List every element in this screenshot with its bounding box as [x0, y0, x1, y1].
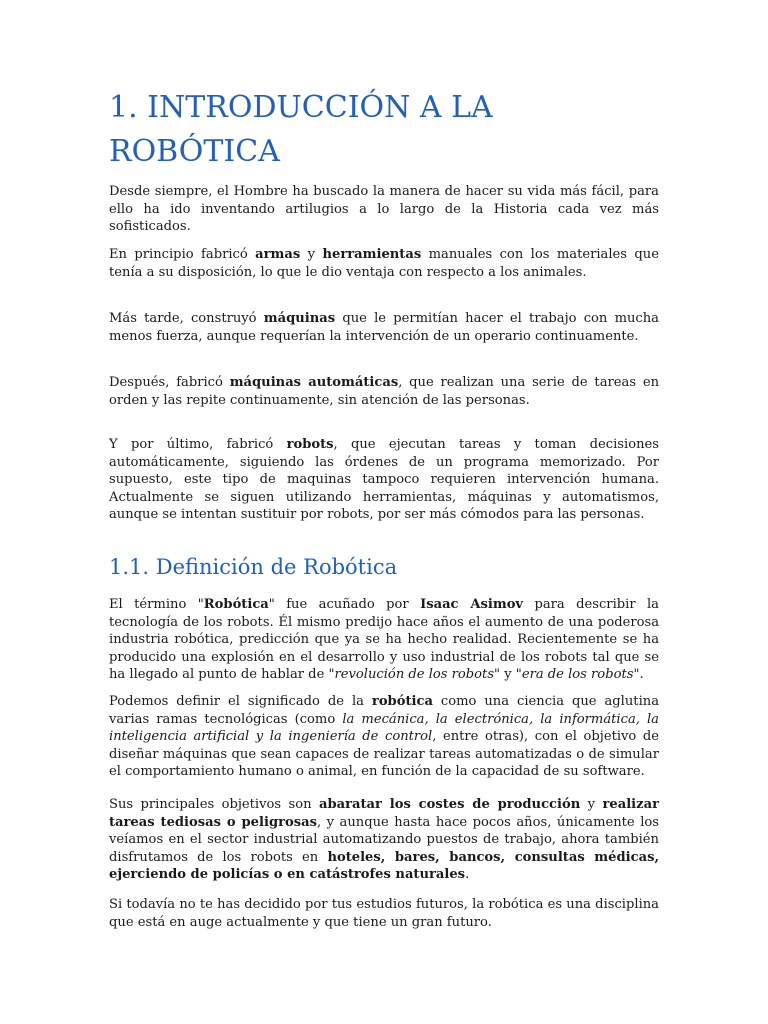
definition-paragraph-1: El término "Robótica" fue acuñado por Isaac Asimov para describir la tecnología de los robots. Él mismo predijo hace años el aumento de una poderosa industria robótica, predicción que ya se ha hecho realidad. Recientemente se ha producido una explosión en el desarrollo y uso industrial de los robots tal que se ha llegado al punto de hablar de "revolución de los robots" y "era de los robots". [109, 597, 659, 683]
intro-paragraph-5: Y por último, fabricó robots, que ejecutan tareas y toman decisiones automáticamente, siguiendo las órdenes de un programa memorizado. Por supuesto, este tipo de maquinas tampoco requieren intervención humana. Actualmente se siguen utilizando herramientas, máquinas y automatismos, aunque se intentan sustituir por robots, por ser más cómodos para las personas. [109, 437, 659, 523]
intro-paragraph-3: Más tarde, construyó máquinas que le permitían hacer el trabajo con mucha menos fuerza, aunque requerían la intervención de un operario continuamente. [109, 311, 659, 344]
intro-paragraph-4: Después, fabricó máquinas automáticas, que realizan una serie de tareas en orden y las repite continuamente, sin atención de las personas. [109, 375, 659, 408]
page-title-line-2: ROBÓTICA [109, 134, 280, 169]
page-title [109, 86, 669, 174]
intro-paragraph-1: Desde siempre, el Hombre ha buscado la manera de hacer su vida más fácil, para ello ha ido inventando artilugios a lo largo de la Historia cada vez más sofisticados. [109, 184, 659, 235]
intro-paragraph-2: En principio fabricó armas y herramientas manuales con los materiales que tenía a su disposición, lo que le dio ventaja con respecto a los animales. [109, 247, 659, 280]
section-heading: 1.1. Definición de Robótica [109, 555, 398, 579]
definition-paragraph-2: Podemos definir el significado de la robótica como una ciencia que aglutina varias ramas tecnológicas (como la mecánica, la electrónica, la informática, la inteligencia artificial y la ingeniería de control, entre otras), con el objetivo de diseñar máquinas que sean capaces de realizar tareas automatizadas o de simular el comportamiento humano o animal, en función de la capacidad de su software. [109, 694, 659, 780]
definition-paragraph-4: Si todavía no te has decidido por tus estudios futuros, la robótica es una disciplina que está en auge actualmente y que tiene un gran futuro. [109, 897, 659, 930]
page-title-line-1: 1. INTRODUCCIÓN A LA [109, 90, 493, 125]
definition-paragraph-3: Sus principales objetivos son abaratar los costes de producción y realizar tareas tediosas o peligrosas, y aunque hasta hace pocos años, únicamente los veíamos en el sector industrial automatizando puestos de trabajo, ahora también disfrutamos de los robots en hoteles, bares, bancos, consultas médicas, ejerciendo de policías o en catástrofes naturales. [109, 797, 659, 883]
